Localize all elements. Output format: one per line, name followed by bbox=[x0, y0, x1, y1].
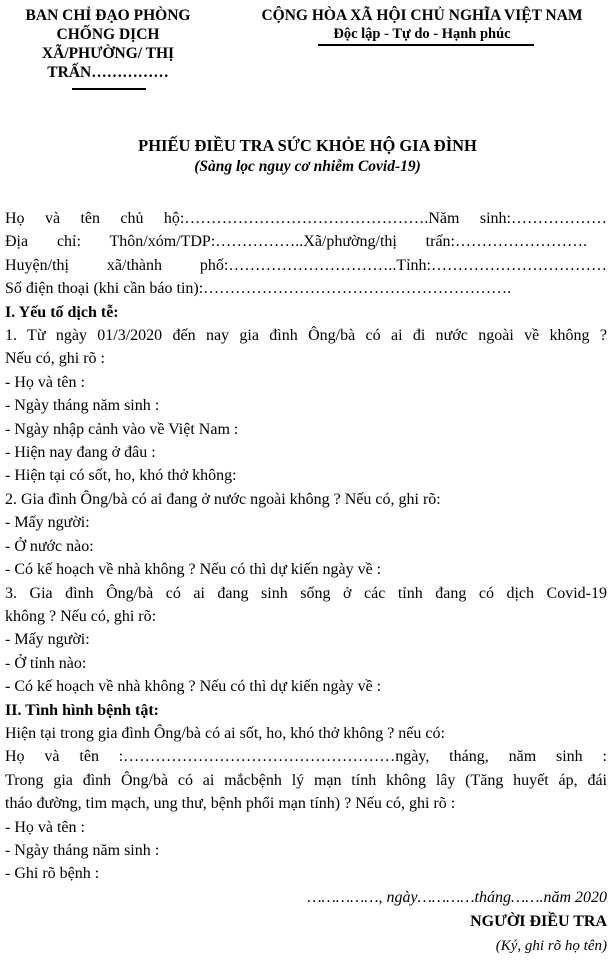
form-body bbox=[5, 207, 607, 886]
date-line: ……………, ngày…………tháng…….năm 2020 bbox=[307, 889, 607, 906]
agency-line: BAN CHỈ ĐẠO PHÒNG bbox=[25, 7, 191, 24]
list-item: - Ghi rõ bệnh : bbox=[5, 865, 100, 883]
field-sick-person: Họ và tên :……………………………………………ngày, tháng, năm sinh : bbox=[5, 748, 607, 766]
divider bbox=[72, 88, 146, 90]
divider bbox=[318, 44, 534, 46]
agency-line: TRẤN…………… bbox=[47, 64, 169, 81]
question: 2. Gia đình Ông/bà có ai đang ở nước ngoài không ? Nếu có, ghi rõ: bbox=[5, 490, 441, 508]
list-item: - Ngày tháng năm sinh : bbox=[5, 841, 160, 859]
list-item: - Mấy người: bbox=[5, 631, 90, 649]
list-item: - Ngày nhập cảnh vào về Việt Nam : bbox=[5, 420, 239, 438]
list-item: - Hiện tại có sốt, ho, khó thở không: bbox=[5, 467, 237, 485]
section-heading: I. Yếu tố dịch tễ: bbox=[5, 303, 119, 321]
list-item: - Mấy người: bbox=[5, 514, 90, 532]
signature-block bbox=[307, 886, 607, 958]
national-motto: Độc lập - Tự do - Hạnh phúc bbox=[333, 26, 511, 42]
agency-line: CHỐNG DỊCH bbox=[56, 26, 160, 43]
signer-title: NGƯỜI ĐIỀU TRA bbox=[470, 913, 607, 930]
text-line: tháo đường, tim mạch, ung thư, bệnh phổi mạn tính) ? Nếu có, ghi rõ : bbox=[5, 795, 456, 813]
question: Hiện tại trong gia đình Ông/bà có ai sốt, ho, khó thở không ? nếu có: bbox=[5, 724, 445, 742]
list-item: - Hiện nay đang ở đâu : bbox=[5, 444, 156, 462]
list-item: - Họ và tên : bbox=[5, 818, 85, 836]
national-header bbox=[232, 6, 612, 44]
list-item: - Ngày tháng năm sinh : bbox=[5, 397, 160, 415]
field-phone: Số điện thoại (khi cần báo tin):…………………………………………………. bbox=[5, 280, 512, 298]
section-heading: II. Tình hình bệnh tật: bbox=[5, 701, 159, 719]
list-item: - Họ và tên : bbox=[5, 373, 85, 391]
text-line: không ? Nếu có, ghi rõ: bbox=[5, 607, 157, 625]
question: Trong gia đình Ông/bà có ai mắcbệnh lý mạn tính không lây (Tăng huyết áp, đái bbox=[5, 771, 607, 789]
list-item: - Có kế hoạch về nhà không ? Nếu có thì dự kiến ngày về : bbox=[5, 561, 382, 579]
field-address: Địa chỉ: Thôn/xóm/TDP:……………..Xã/phường/thị trấn:……………………. bbox=[5, 233, 587, 251]
sign-note: (Ký, ghi rõ họ tên) bbox=[495, 938, 607, 954]
issuing-agency bbox=[18, 6, 198, 82]
field-householder: Họ và tên chủ hộ:……………………………………….Năm sinh:……………… bbox=[5, 210, 607, 227]
list-item: - Ở nước nào: bbox=[5, 537, 94, 555]
question: 1. Từ ngày 01/3/2020 đến nay gia đình Ông/bà có ai đi nước ngoài về không ? bbox=[5, 327, 607, 345]
field-district: Huyện/thị xã/thành phố:…………………………..Tỉnh:…………………………… bbox=[5, 256, 607, 274]
page-title: PHIẾU ĐIỀU TRA SỨC KHỎE HỘ GIA ĐÌNH bbox=[138, 136, 477, 155]
list-item: - Ở tỉnh nào: bbox=[5, 654, 87, 672]
question: 3. Gia đình Ông/bà có ai đang sinh sống ở các tỉnh đang có dịch Covid-19 bbox=[5, 584, 607, 602]
list-item: - Có kế hoạch về nhà không ? Nếu có thì dự kiến ngày về : bbox=[5, 678, 382, 696]
national-title: CỘNG HÒA XÃ HỘI CHỦ NGHĨA VIỆT NAM bbox=[261, 7, 583, 24]
text-line: Nếu có, ghi rõ : bbox=[5, 350, 105, 368]
agency-line: XÃ/PHƯỜNG/ THỊ bbox=[41, 45, 175, 62]
page-subtitle: (Sàng lọc nguy cơ nhiễm Covid-19) bbox=[194, 158, 421, 175]
